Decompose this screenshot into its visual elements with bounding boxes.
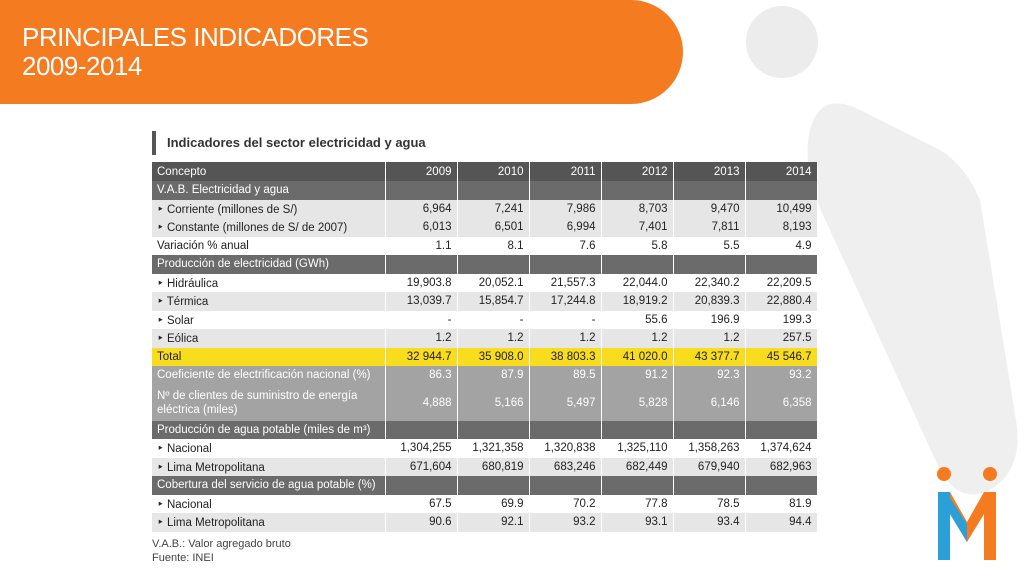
row-value: 15,854.7 (457, 292, 529, 311)
row-value: 20,839.3 (673, 292, 745, 311)
table-row (152, 292, 817, 311)
row-value: 38 803.3 (529, 348, 601, 367)
slide-title-line2: 2009-2014 (22, 51, 142, 81)
row-concept: Producción de agua potable (miles de m³) (152, 421, 385, 440)
row-value: 1,321,358 (457, 439, 529, 458)
row-value: 18,919.2 (601, 292, 673, 311)
table-section-row (152, 181, 817, 200)
row-value: 7,241 (457, 200, 529, 219)
row-value: - (385, 311, 457, 330)
row-value (385, 181, 457, 200)
row-concept: ‣ Nacional (152, 495, 385, 514)
row-value: 78.5 (673, 495, 745, 514)
row-value: 8,193 (745, 218, 817, 237)
table-row (152, 366, 817, 385)
row-value (457, 421, 529, 440)
row-value: 32 944.7 (385, 348, 457, 367)
row-value: 9,470 (673, 200, 745, 219)
row-value: 1.2 (457, 329, 529, 348)
row-value: 43 377.7 (673, 348, 745, 367)
row-value (529, 476, 601, 495)
row-value: 92.3 (673, 366, 745, 385)
row-value: 682,963 (745, 458, 817, 477)
row-value: 69.9 (457, 495, 529, 514)
row-value: 10,499 (745, 200, 817, 219)
row-value: 257.5 (745, 329, 817, 348)
row-value: 1.2 (673, 329, 745, 348)
row-value: 45 546.7 (745, 348, 817, 367)
row-value: 1.1 (385, 237, 457, 256)
table-row (152, 513, 817, 532)
row-value (673, 476, 745, 495)
column-header-year: 2012 (601, 162, 673, 181)
row-value: 67.5 (385, 495, 457, 514)
row-value: 1.2 (385, 329, 457, 348)
row-value (457, 255, 529, 274)
slide-title-line1: PRINCIPALES INDICADORES (22, 22, 369, 52)
row-value: 17,244.8 (529, 292, 601, 311)
row-value: - (457, 311, 529, 330)
row-value (673, 181, 745, 200)
table-row (152, 439, 817, 458)
row-value: 35 908.0 (457, 348, 529, 367)
row-concept: Cobertura del servicio de agua potable (%) (152, 476, 385, 495)
row-value: 93.4 (673, 513, 745, 532)
row-concept: Coeficiente de electrificación nacional (%) (152, 366, 385, 385)
row-value (529, 421, 601, 440)
row-value (457, 476, 529, 495)
table-notes (152, 537, 291, 565)
row-value: 5,828 (601, 385, 673, 421)
row-value (529, 255, 601, 274)
title-banner (0, 0, 683, 104)
decorative-circle (746, 6, 818, 78)
row-value: 8,703 (601, 200, 673, 219)
table-row (152, 329, 817, 348)
row-value: 6,501 (457, 218, 529, 237)
row-value: 4.9 (745, 237, 817, 256)
row-value: - (529, 311, 601, 330)
row-value: 7,986 (529, 200, 601, 219)
row-value: 70.2 (529, 495, 601, 514)
table-row (152, 385, 817, 421)
row-value: 22,209.5 (745, 274, 817, 293)
table-row (152, 200, 817, 219)
row-value (385, 476, 457, 495)
row-concept: ‣ Hidráulica (152, 274, 385, 293)
row-value: 22,880.4 (745, 292, 817, 311)
row-value: 22,044.0 (601, 274, 673, 293)
row-value (745, 255, 817, 274)
row-value: 90.6 (385, 513, 457, 532)
row-value: 7,401 (601, 218, 673, 237)
row-concept: ‣ Lima Metropolitana (152, 458, 385, 477)
row-value (385, 255, 457, 274)
row-value: 199.3 (745, 311, 817, 330)
row-value: 92.1 (457, 513, 529, 532)
row-value: 93.1 (601, 513, 673, 532)
row-value: 1,374,624 (745, 439, 817, 458)
table-section-title: Indicadores del sector electricidad y agua (152, 131, 426, 155)
row-concept: ‣ Constante (millones de S/ de 2007) (152, 218, 385, 237)
table-row (152, 218, 817, 237)
row-concept: V.A.B. Electricidad y agua (152, 181, 385, 200)
row-value: 19,903.8 (385, 274, 457, 293)
row-value: 94.4 (745, 513, 817, 532)
row-value: 6,146 (673, 385, 745, 421)
table-section-row (152, 421, 817, 440)
row-value: 1.2 (529, 329, 601, 348)
row-value: 5,497 (529, 385, 601, 421)
row-value (745, 421, 817, 440)
row-value: 21,557.3 (529, 274, 601, 293)
row-value: 55.6 (601, 311, 673, 330)
slide-title (22, 23, 368, 81)
row-value: 679,940 (673, 458, 745, 477)
row-value: 6,964 (385, 200, 457, 219)
row-value (457, 181, 529, 200)
table-row (152, 458, 817, 477)
row-concept: Producción de electricidad (GWh) (152, 255, 385, 274)
row-value: 7,811 (673, 218, 745, 237)
note-vab: V.A.B.: Valor agregado bruto (152, 538, 291, 550)
row-value (385, 421, 457, 440)
row-value: 6,013 (385, 218, 457, 237)
row-value: 5,166 (457, 385, 529, 421)
row-value: 683,246 (529, 458, 601, 477)
row-value (673, 255, 745, 274)
row-value: 682,449 (601, 458, 673, 477)
row-value: 5.5 (673, 237, 745, 256)
table-body (152, 181, 817, 532)
row-value (745, 181, 817, 200)
row-value (673, 421, 745, 440)
indicators-table (152, 162, 818, 532)
row-value (529, 181, 601, 200)
row-value (601, 476, 673, 495)
row-value: 1,304,255 (385, 439, 457, 458)
row-concept: Nº de clientes de suministro de energía eléctrica (miles) (152, 385, 385, 421)
row-value: 5.8 (601, 237, 673, 256)
table-header-row (152, 162, 817, 181)
row-concept: ‣ Lima Metropolitana (152, 513, 385, 532)
row-concept: ‣ Solar (152, 311, 385, 330)
row-concept: ‣ Corriente (millones de S/) (152, 200, 385, 219)
row-value: 93.2 (745, 366, 817, 385)
row-value: 22,340.2 (673, 274, 745, 293)
logo-icon (934, 464, 1000, 564)
row-value: 1,358,263 (673, 439, 745, 458)
note-source: Fuente: INEI (152, 552, 214, 564)
row-value: 77.8 (601, 495, 673, 514)
row-concept: ‣ Eólica (152, 329, 385, 348)
column-header-year: 2009 (385, 162, 457, 181)
row-concept: Total (152, 348, 385, 367)
row-value: 81.9 (745, 495, 817, 514)
row-value: 671,604 (385, 458, 457, 477)
row-value: 6,994 (529, 218, 601, 237)
row-value: 1,320,838 (529, 439, 601, 458)
table-row (152, 311, 817, 330)
row-value: 41 020.0 (601, 348, 673, 367)
row-concept: ‣ Nacional (152, 439, 385, 458)
row-value (601, 255, 673, 274)
row-value (745, 476, 817, 495)
column-header-year: 2010 (457, 162, 529, 181)
row-value: 6,358 (745, 385, 817, 421)
decorative-diagonal-shape (790, 90, 1024, 510)
row-value: 1.2 (601, 329, 673, 348)
table-row (152, 237, 817, 256)
row-value: 7.6 (529, 237, 601, 256)
row-value: 20,052.1 (457, 274, 529, 293)
column-header-year: 2014 (745, 162, 817, 181)
row-value (601, 421, 673, 440)
table-row (152, 274, 817, 293)
row-value: 8.1 (457, 237, 529, 256)
table-row (152, 348, 817, 367)
row-value: 89.5 (529, 366, 601, 385)
row-value: 93.2 (529, 513, 601, 532)
column-header-year: 2013 (673, 162, 745, 181)
table-section-row (152, 476, 817, 495)
row-value: 87.9 (457, 366, 529, 385)
row-value: 1,325,110 (601, 439, 673, 458)
row-value: 91.2 (601, 366, 673, 385)
column-header-concept: Concepto (152, 162, 385, 181)
column-header-year: 2011 (529, 162, 601, 181)
table-section-row (152, 255, 817, 274)
row-value: 196.9 (673, 311, 745, 330)
row-value: 13,039.7 (385, 292, 457, 311)
row-value (601, 181, 673, 200)
row-concept: ‣ Térmica (152, 292, 385, 311)
row-value: 680,819 (457, 458, 529, 477)
table-row (152, 495, 817, 514)
row-value: 86.3 (385, 366, 457, 385)
row-concept: Variación % anual (152, 237, 385, 256)
row-value: 4,888 (385, 385, 457, 421)
